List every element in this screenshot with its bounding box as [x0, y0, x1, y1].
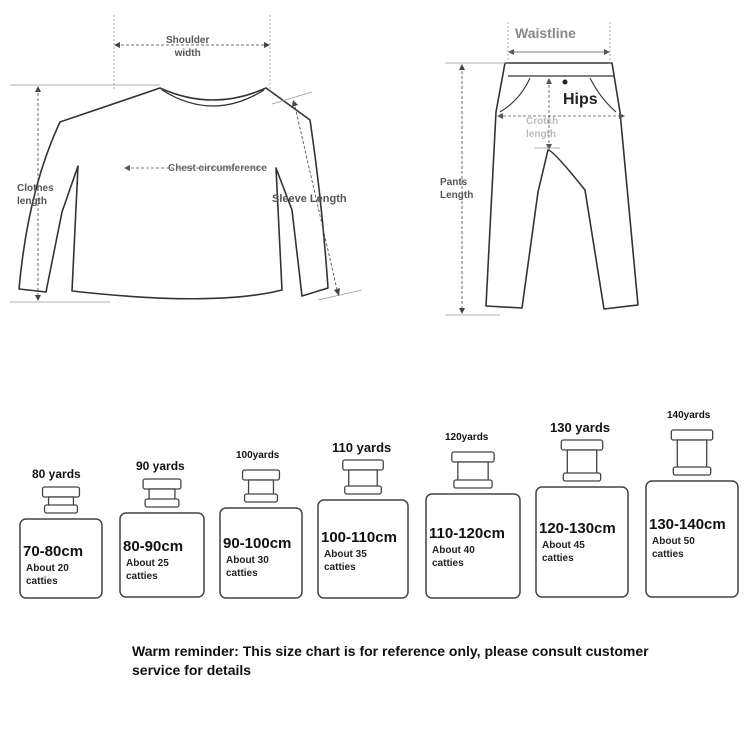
- crotch-length-label: Crotch length: [526, 116, 559, 140]
- warm-reminder: Warm reminder: This size chart is for reference only, please consult customer service for details: [132, 643, 649, 678]
- size-weight-label: About 30 catties: [226, 555, 269, 579]
- bottle-neck: [458, 462, 488, 482]
- bottle-cap: [43, 487, 80, 497]
- bottle-cap: [143, 479, 181, 489]
- size-weight-label: About 45 catties: [542, 540, 585, 564]
- size-yards-label: 110 yards: [332, 440, 392, 455]
- size-range-label: 70-80cm: [23, 543, 84, 560]
- size-bottle-7: [646, 430, 738, 597]
- bottle-cap: [671, 430, 712, 440]
- bottle-cap: [561, 440, 602, 450]
- size-weight-label: About 50 catties: [652, 536, 695, 560]
- bottle-cap: [343, 460, 384, 470]
- bottle-body: [120, 513, 204, 597]
- chest-circumference-label: Chest circumference: [168, 163, 267, 174]
- bottle-collar: [454, 480, 492, 488]
- clothes-length-label: Clothes length: [17, 183, 54, 207]
- size-range-label: 90-100cm: [223, 535, 292, 552]
- shoulder-width-label: Shoulder width: [166, 35, 210, 59]
- bottle-body: [220, 508, 302, 598]
- size-yards-label: 120yards: [445, 432, 489, 443]
- size-yards-label: 100yards: [236, 450, 280, 461]
- size-range-label: 100-110cm: [321, 529, 397, 546]
- bottle-neck: [349, 470, 378, 488]
- size-weight-label: About 20 catties: [26, 563, 69, 587]
- size-yards-label: 130 yards: [550, 420, 610, 435]
- sleeve-length-label: Sleeve Length: [272, 193, 347, 205]
- size-weight-label: About 35 catties: [324, 549, 367, 573]
- bottle-cap: [243, 470, 280, 480]
- size-range-label: 110-120cm: [429, 525, 505, 542]
- bottle-collar: [245, 494, 278, 502]
- size-yards-label: 80 yards: [32, 467, 81, 481]
- bottle-cap: [452, 452, 494, 462]
- waistline-label: Waistline: [515, 25, 576, 41]
- size-range-label: 120-130cm: [539, 520, 616, 537]
- size-weight-label: About 25 catties: [126, 558, 169, 582]
- bottle-neck: [677, 440, 706, 469]
- size-range-label: 80-90cm: [123, 538, 184, 555]
- bottle-collar: [673, 467, 710, 475]
- bottle-collar: [145, 499, 179, 507]
- bottle-neck: [567, 450, 596, 475]
- bottle-collar: [345, 486, 382, 494]
- size-yards-label: 140yards: [667, 410, 711, 421]
- pants-length-label: Pants Length: [440, 177, 474, 201]
- size-yards-label: 90 yards: [136, 459, 185, 473]
- bottle-collar: [45, 505, 78, 513]
- size-range-label: 130-140cm: [649, 516, 726, 533]
- bottle-collar: [563, 473, 600, 481]
- size-weight-label: About 40 catties: [432, 545, 475, 569]
- hips-label: Hips: [563, 91, 598, 108]
- size-bottle-6: [536, 440, 628, 597]
